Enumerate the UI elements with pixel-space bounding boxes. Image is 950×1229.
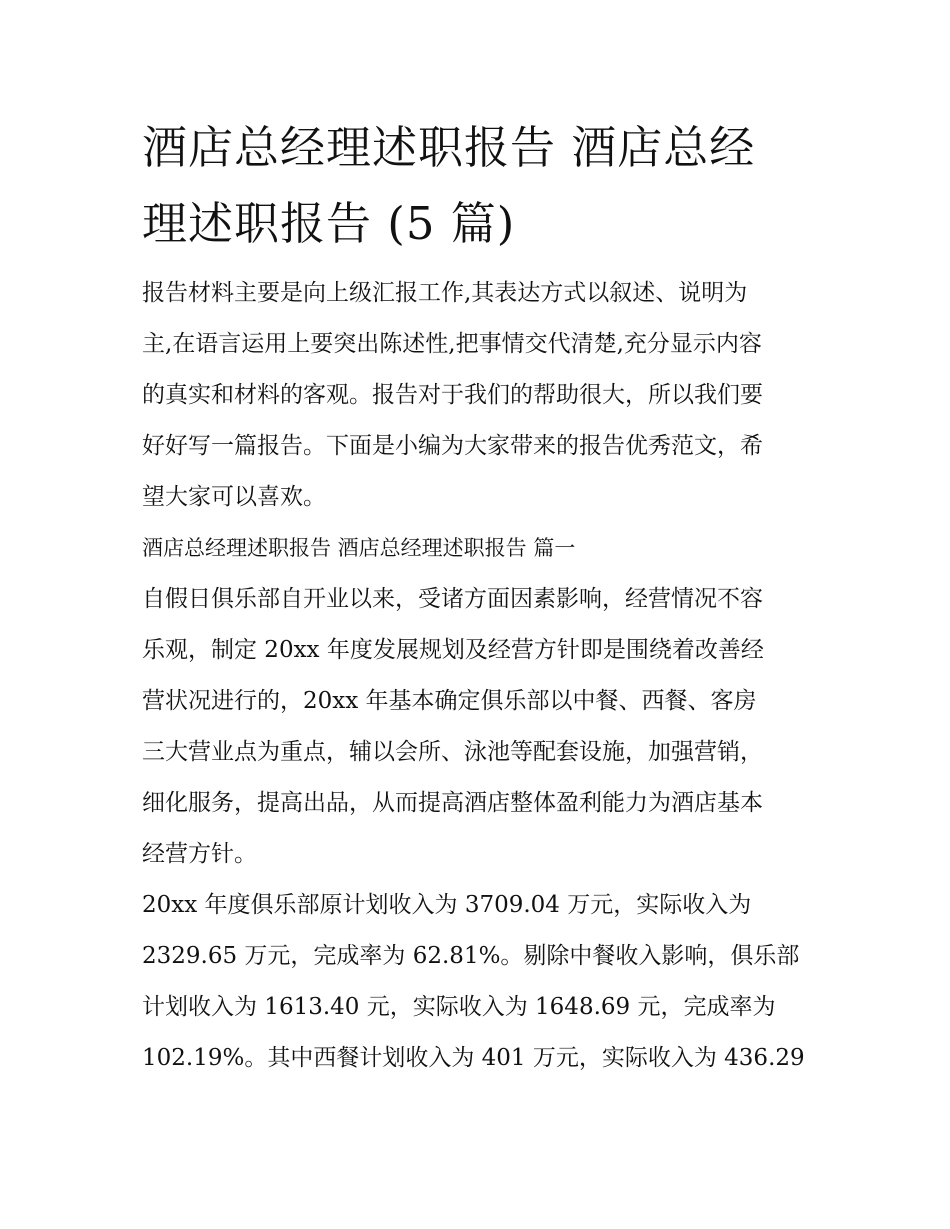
intro-paragraph bbox=[142, 268, 822, 523]
intro-line: 报告材料主要是向上级汇报工作,其表达方式以叙述、说明为 bbox=[142, 280, 748, 306]
paragraph-line: 102.19%。其中西餐计划收入为 401 万元，实际收入为 436.29 bbox=[142, 1045, 805, 1071]
paragraph-line: 乐观，制定 20xx 年度发展规划及经营方针即是围绕着改善经 bbox=[142, 637, 764, 663]
paragraph-line: 2329.65 万元，完成率为 62.81%。剔除中餐收入影响，俱乐部 bbox=[142, 943, 800, 969]
paragraph-line: 20xx 年度俱乐部原计划收入为 3709.04 万元，实际收入为 bbox=[142, 892, 752, 918]
intro-line: 主,在语言运用上要突出陈述性,把事情交代清楚,充分显示内容 bbox=[142, 331, 762, 357]
paragraph-line: 营状况进行的，20xx 年基本确定俱乐部以中餐、西餐、客房 bbox=[142, 688, 757, 714]
paragraph-line: 计划收入为 1613.40 元，实际收入为 1648.69 元，完成率为 bbox=[142, 994, 776, 1020]
document-page bbox=[142, 110, 822, 1084]
paragraph-line: 三大营业点为重点，辅以会所、泳池等配套设施，加强营销， bbox=[142, 739, 763, 765]
intro-line: 好好写一篇报告。下面是小编为大家带来的报告优秀范文，希 bbox=[142, 433, 763, 459]
document-title bbox=[142, 110, 822, 262]
body-paragraph-2 bbox=[142, 880, 822, 1084]
paragraph-line: 自假日俱乐部自开业以来，受诸方面因素影响，经营情况不容 bbox=[142, 586, 763, 612]
body-paragraph-1 bbox=[142, 574, 822, 880]
intro-line: 的真实和材料的客观。报告对于我们的帮助很大，所以我们要 bbox=[142, 382, 763, 408]
paragraph-line: 经营方针。 bbox=[142, 841, 257, 867]
section-heading: 酒店总经理述职报告 酒店总经理述职报告 篇一 bbox=[142, 536, 576, 560]
paragraph-line: 细化服务，提高出品，从而提高酒店整体盈利能力为酒店基本 bbox=[142, 790, 763, 816]
title-line-1: 酒店总经理述职报告 酒店总经 bbox=[142, 121, 756, 174]
intro-line: 望大家可以喜欢。 bbox=[142, 484, 326, 510]
title-line-2: 理述职报告 (5 篇) bbox=[142, 197, 516, 250]
